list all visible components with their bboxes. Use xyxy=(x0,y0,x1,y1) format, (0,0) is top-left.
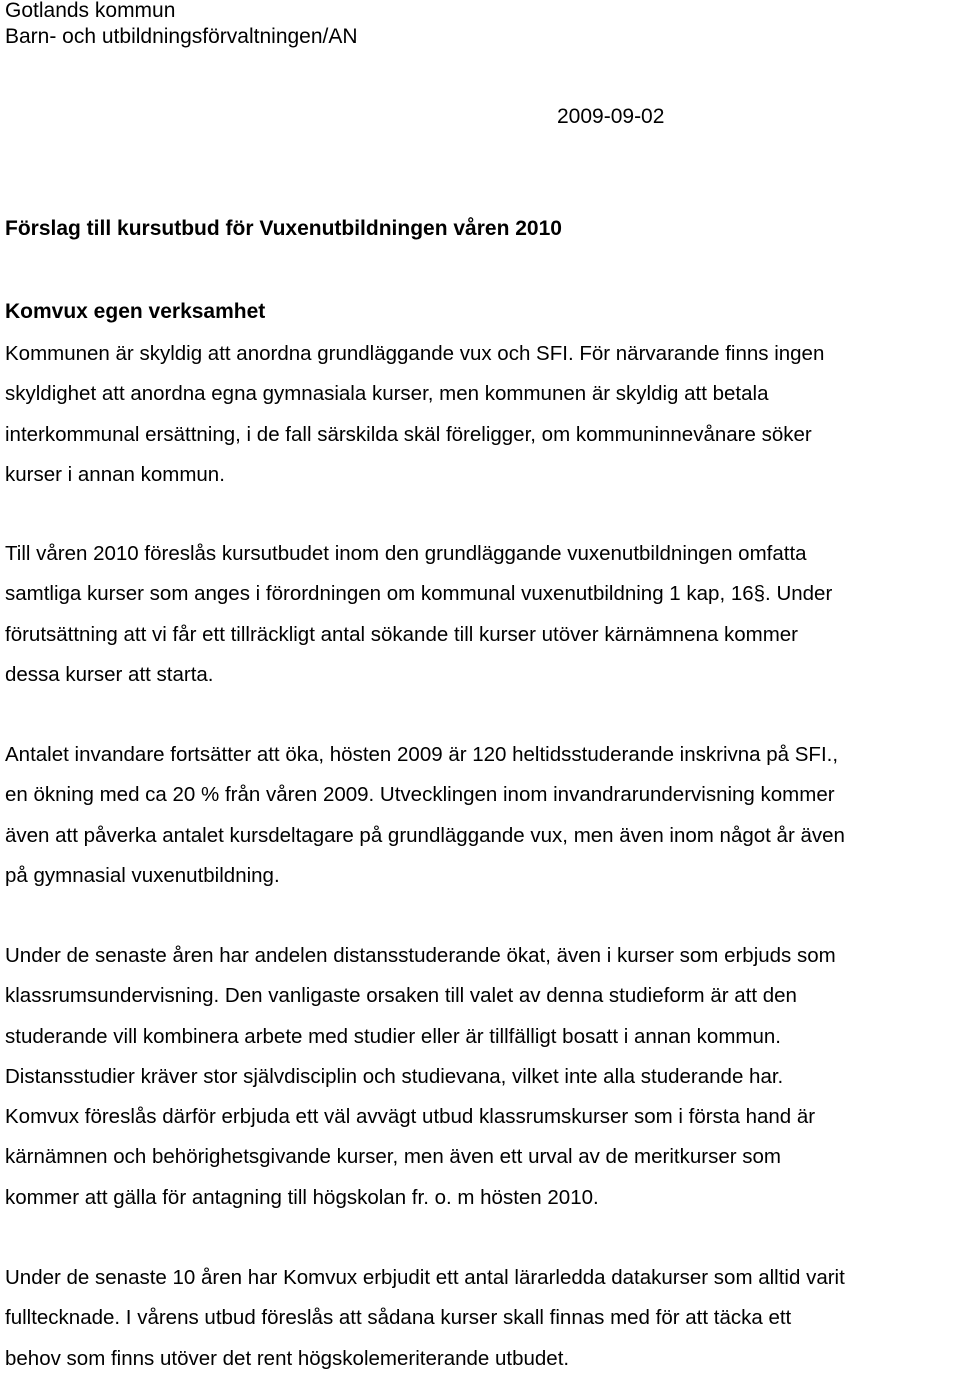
organization-name: Gotlands kommun xyxy=(5,0,176,22)
paragraph-line: på gymnasial vuxenutbildning. xyxy=(5,863,280,887)
document-date: 2009-09-02 xyxy=(557,105,665,128)
paragraph-line: samtliga kurser som anges i förordningen om kommunal vuxenutbildning 1 kap, 16§. Under xyxy=(5,582,833,606)
paragraph-2 xyxy=(5,534,960,695)
paragraph-line: skyldighet att anordna egna gymnasiala kurser, men kommunen är skyldig att betala xyxy=(5,382,769,406)
paragraph-line: kurser i annan kommun. xyxy=(5,462,225,486)
paragraph-line: förutsättning att vi får ett tillräckligt antal sökande till kurser utöver kärnämnena kommer xyxy=(5,622,799,646)
paragraph-line: Antalet invandare fortsätter att öka, hösten 2009 är 120 heltidsstuderande inskrivna på SFI., xyxy=(5,743,839,766)
paragraph-line: även att påverka antalet kursdeltagare på grundläggande vux, men även inom något år även xyxy=(5,823,845,847)
department-name: Barn- och utbildningsförvaltningen/AN xyxy=(5,25,358,48)
paragraph-line: en ökning med ca 20 % från våren 2009. Utvecklingen inom invandrarundervisning kommer xyxy=(5,783,835,807)
document-title: Förslag till kursutbud för Vuxenutbildningen våren 2010 xyxy=(5,217,562,240)
paragraph-line: Under de senaste åren har andelen distansstuderande ökat, även i kurser som erbjuds som xyxy=(5,944,836,967)
paragraph-3 xyxy=(5,735,960,896)
document-page xyxy=(5,0,960,1370)
paragraph-line: fulltecknade. I vårens utbud föreslås att sådana kurser skall finnas med för att täcka ett xyxy=(5,1306,792,1330)
section-heading: Komvux egen verksamhet xyxy=(5,300,266,323)
paragraph-line: Distansstudier kräver stor självdisciplin och studievana, vilket inte alla studerande har. xyxy=(5,1064,784,1088)
paragraph-5 xyxy=(5,1258,960,1379)
paragraph-line: kärnämnen och behörighetsgivande kurser, men även ett urval av de meritkurser som xyxy=(5,1145,781,1169)
paragraph-line: studerande vill kombinera arbete med studier eller är tillfälligt bosatt i annan kommun. xyxy=(5,1024,781,1048)
paragraph-line: interkommunal ersättning, i de fall särskilda skäl föreligger, om kommuninnevånare söker xyxy=(5,422,812,446)
paragraph-line: klassrumsundervisning. Den vanligaste orsaken till valet av denna studieform är att den xyxy=(5,984,797,1008)
paragraph-line: Till våren 2010 föreslås kursutbudet inom den grundläggande vuxenutbildningen omfatta xyxy=(5,542,807,565)
paragraph-line: behov som finns utöver det rent högskolemeriterande utbudet. xyxy=(5,1346,570,1370)
paragraph-line: Komvux föreslås därför erbjuda ett väl avvägt utbud klassrumskurser som i första hand är xyxy=(5,1105,816,1129)
paragraph-line: dessa kurser att starta. xyxy=(5,662,214,686)
paragraph-1 xyxy=(5,334,960,495)
paragraph-4 xyxy=(5,936,960,1218)
paragraph-line: Under de senaste 10 åren har Komvux erbjudit ett antal lärarledda datakurser som alltid varit xyxy=(5,1266,845,1289)
paragraph-line: kommer att gälla för antagning till högskolan fr. o. m hösten 2010. xyxy=(5,1185,599,1209)
paragraph-line: Kommunen är skyldig att anordna grundläggande vux och SFI. För närvarande finns ingen xyxy=(5,342,825,365)
